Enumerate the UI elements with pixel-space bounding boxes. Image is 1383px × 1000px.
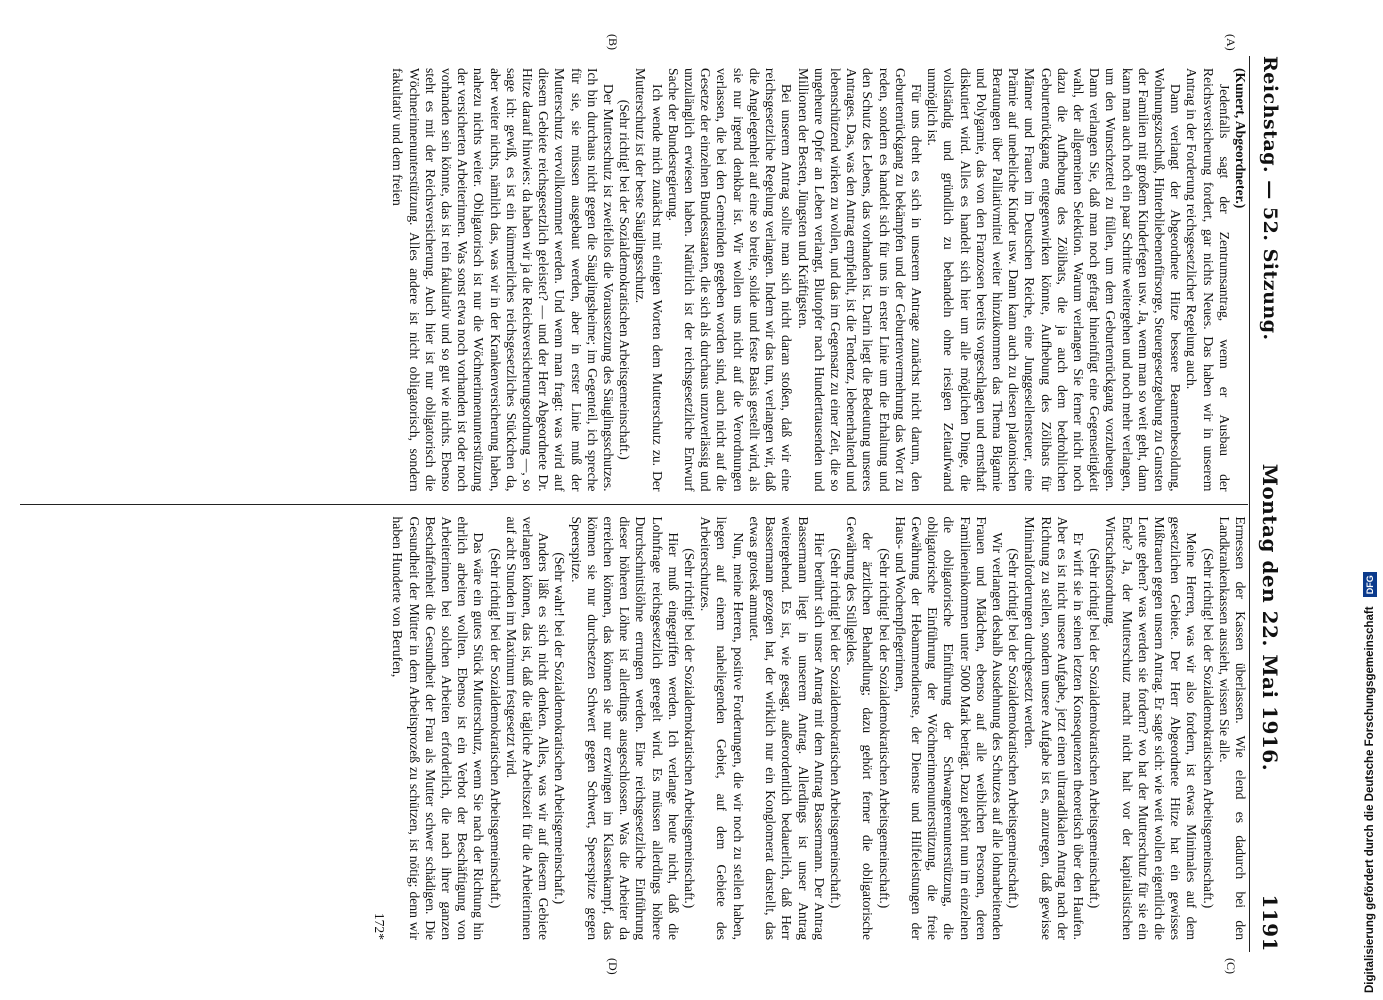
interjection: (Sehr richtig! bei der Sozialdemokratischen Arbeitsgemeinschaft.) — [487, 548, 503, 909]
paragraph: Jedenfalls sagt der Zentrumsantrag, wenn er Ausbau der Reichsversicherung fordert, gar nichts Neues. Das haben wir in unserem Antrag in der Forderung reichsgesetzlicher Regelung auch. — [1184, 68, 1232, 492]
header-left: Reichstag. — 52. Sitzung. — [1259, 56, 1281, 341]
page-number: 1191 — [1258, 894, 1282, 952]
text-columns — [20, 56, 1248, 952]
digitization-credit — [1359, 8, 1381, 993]
margin-marker-d: (D) — [606, 958, 620, 975]
paragraph: Das wäre ein gutes Stück Mutterschutz, wenn Sie nach der Richtung hin ehrlich arbeiten wollten. Ebenso ist ein Verbot der Beschäftigung von Arbeiterinnen bei solchen Arbeiten erforderlich, die nach ihrer ganzen Beschaffenheit die Gesundheit der Frau als Mutter schwer schädigen. Die Gesundheit der Mütter in dem Arbeitsprozeß zu schützen, ist nötig; denn wir haben Hunderte von Berufen, — [390, 516, 487, 940]
paragraph: Für uns dreht es sich in unserem Antrage zunächst nicht darum, den Geburtenrückgang zu bekämpfen und der Geburtenvermehrung das Wort zu reden, sondern es handelt sich für uns in erster Linie um die Erhaltung und den Schutz des Lebens, das vorhanden ist. Darin liegt die Bedeutung unseres Antrages. Das, was den Antrag empfiehlt, ist die Tendenz, lebenerhaltend und lebenschützend wirken zu wollen, und das im Gegensatz zu einer Zeit, die so ungeheure Opfer an Leben verlangt, Blutopfer nach Hunderttausenden und Millionen der Besten, Jüngsten und Kräftigsten. — [795, 68, 924, 492]
speaker-note: (Kunert, Abgeordneter.) — [1233, 68, 1248, 209]
margin-marker-b: (B) — [606, 34, 620, 50]
interjection: (Sehr richtig! bei der Sozialdemokratischen Arbeitsgemeinschaft.) — [682, 548, 698, 909]
interjection: (Sehr richtig! bei der Sozialdemokratischen Arbeitsgemeinschaft.) — [876, 548, 892, 909]
right-column — [20, 504, 1248, 953]
interjection: (Sehr wahr! bei der Sozialdemokratischen Arbeitsgemeinschaft.) — [552, 552, 568, 905]
margin-marker-a: (A) — [1224, 34, 1238, 51]
paragraph: Bei unserem Antrag sollte man sich nicht daran stoßen, daß wir eine reichsgesetzliche Regelung verlangen. Indem wir das tun, verlangen wir, daß die Angelegenheit auf eine so breite, solide und feste Basis gestellt wird, als sie nur irgend denkbar ist. Wir wollen uns nicht auf die Verordnungen verlassen, die bei den Gemeinden gegeben worden sind, auch nicht auf die Gesetze der einzelnen Bundesstaaten, die sich als durchaus unzuverlässig und unzulänglich erwiesen haben. Natürlich ist der reichsgesetzliche Entwurf Sache der Bundesregierung. — [665, 68, 795, 492]
paragraph: Ermessen der Kassen überlassen. Wie elend es dadurch bei den Landkrankenkassen aussieht, wissen Sie alle. — [1216, 516, 1248, 940]
left-column — [20, 56, 1248, 504]
dfg-logo: DFG — [1363, 572, 1377, 597]
header-date: Montag den 22. Mai 1916. — [1258, 463, 1282, 772]
paragraph: Ich wende mich zunächst mit einigen Worten dem Mutterschutz zu. Der Mutterschutz ist der beste Säuglingsschutz. — [633, 68, 665, 492]
paragraph: Der Mutterschutz ist zweifellos die Voraussetzung des Säuglingsschutzes. Ich bin durchaus nicht gegen die Säuglingsheime; im Gegenteil, ich spreche für sie, sie müssen ausgebaut werden, aber in erster Linie muß der Mutterschutz vervollkommnet werden. Und wenn man fragt: was wird auf diesem Gebiete reichsgesetzlich geleistet? — und der Herr Abgeordnete Dr. Hitze darauf hinwies: da haben wir ja die Reichsversicherungsordnung —, so sage ich: gewiß, es ist ein kümmerliches reichsgesetzliches Stückchen da, aber weiter nichts, nämlich das, was wir in der Krankenversicherung haben, nahezu nichts weiter. Obligatorisch ist nur die Wöchnerinnenunterstützung der versicherten Arbeiterinnen. Was sonst etwa noch vorhanden ist oder noch vorhanden sein könnte, das ist rein fakultativ und so gut wie nichts. Ebenso steht es mit der Reichsversicherung. Auch hier ist nur obligatorisch die Wöchnerinnenunterstützung. Alles andere ist nicht obligatorisch, sondern fakultativ und dem freien — [390, 68, 617, 492]
margin-marker-c: (C) — [1224, 958, 1238, 974]
interjection: (Sehr richtig! bei der Sozialdemokratischen Arbeitsgemeinschaft.) — [1200, 548, 1216, 909]
paragraph: Meine Herren, was wir also fordern, ist etwas Minimales auf dem gesetzlichen Gebiete. Der Herr Abgeordnete Hitze hat ein gewisses Mißtrauen gegen unsern Antrag. Er sagte sich: wie weit wollen eigentlich die Leute gehen? was werden sie fordern? wo hat der Mutterschutz für sie ein Ende? Ja, der Mutterschutz macht nicht halt vor der kapitalistischen Wirtschaftsordnung. — [1103, 516, 1200, 940]
interjection: (Sehr richtig! bei der Sozialdemokratischen Arbeitsgemeinschaft.) — [1087, 548, 1103, 909]
paragraph: Hier muß eingegriffen werden. Ich verlange heute nicht, daß die Lohnfrage reichsgesetzlich geregelt wird. Es müssen allerdings höhere Durchschnittslöhne errungen werden. Eine reichsgesetzliche Einführung dieser höheren Löhne ist allerdings ausgeschlossen. Was die Arbeiter da erreichen können, das können sie nur erzwingen im Klassenkampf, das können sie nur durchsetzen Schwert gegen Schwert, Speerspitze gegen Speerspitze. — [568, 516, 681, 940]
paragraph: Hier berührt sich unser Antrag mit dem Antrag Bassermann. Der Antrag Bassermann liegt in unserem Antrag. Allerdings ist unser Antrag weitergehend. Es ist, wie gesagt, außerordentlich bedauerlich, daß Herr Bassermann gezogen hat, der wirklich nur ein Konglomerat darstellt, das etwas grotesk anmutet. — [746, 516, 827, 940]
paragraph: Nun, meine Herren, positive Forderungen, die wir noch zu stellen haben, liegen auf einem naheliegenden Gebiet, auf dem Gebiete des Arbeiterschutzes. — [698, 516, 746, 940]
sheet-signature: 172* — [372, 912, 388, 940]
paragraph: Dann verlangt der Abgeordnete Hitze bessere Beamtenbesoldung, Wohnungszuschuß, Hinterbliebenenfürsorge, Steuergesetzgebung zu Gunsten der Familien mit großem Kinderfegen usw. Ja, wenn man so weit geht, dann kann man auch noch ein paar Schritte weitergehen und noch mehr verlangen, um den Wunschzettel zu füllen, um dem Geburtenrückgang vorzubeugen. Dann verlangen Sie, daß man noch gefragt hineinfügt eine Gegenseitigkeit wahl, der allgemeinen Selektion. Warum verlangen Sie ferner nicht noch dazu die Aufhebung des Zölibats, die ja auch dem bedrohlichen Geburtenrückgang entgegenwirken könnte, Aufhebung des Zölibats für Männer und Frauen im Deutschen Reiche, eine Junggesellensteuer, eine Prämie auf uneheliche Kinder usw. Dann kann auch zu diesen platonischen Beratungen über Palliativmittel weiter hinzukommen das Thema Bigamie und Polygamie, das von den Franzosen bereits vorgeschlagen und ernsthaft diskutiert wird. Alles es handelt sich hier um alle möglichen Dinge, die vollständig und gründlich zu behandeln ohne riesigen Zeitaufwand unmöglich ist. — [925, 68, 1184, 492]
paragraph: Er wirft sie in seinen letzten Konsequenzen theoretisch über den Haufen. Aber es ist nicht unsere Aufgabe, jetzt einen ultraradikalen Antrag nach der Richtung zu stellen, sondern unsere Aufgabe ist es, anzuregen, daß gewisse Minimalforderungen durchgesetzt werden. — [1022, 516, 1086, 940]
paragraph: Anders läßt es sich nicht denken. Alles, was wir auf diesem Gebiete verlangen können, das ist, daß die tägliche Arbeitszeit für die Arbeiterinnen auf acht Stunden im Maximum festgesetzt wird. — [503, 516, 552, 940]
interjection: (Sehr richtig! bei der Sozialdemokratischen Arbeitsgemeinschaft.) — [827, 548, 843, 909]
credit-text: Digitalisierung gefördert durch die Deutsche Forschungsgemeinschaft — [1364, 606, 1376, 993]
paragraph: Wir verlangen deshalb Ausdehnung des Schutzes auf alle lohnarbeitenden Frauen und Mädchen, ebenso auf alle weiblichen Personen, deren Familieneinkommen unter 5000 Mark beträgt. Dazu gehört nun im einzelnen die obligatorische Einführung der Schwangerenunterstützung, die obligatorische Einführung der Wöchnerinnenunterstützung, die freie Gewährung der Hebammendienste, der Dienste und Hilfeleistungen der Haus- und Wochenpflegerinnen, — [892, 516, 1005, 940]
interjection: (Sehr richtig! bei der Sozialdemokratischen Arbeitsgemeinschaft.) — [617, 99, 633, 460]
page-header — [1249, 56, 1290, 952]
interjection: (Sehr richtig! bei der Sozialdemokratischen Arbeitsgemeinschaft.) — [1006, 548, 1022, 909]
paragraph: der ärztlichen Behandlung; dazu gehört ferner die obligatorische Gewährung des Stillgeldes. — [844, 516, 876, 940]
